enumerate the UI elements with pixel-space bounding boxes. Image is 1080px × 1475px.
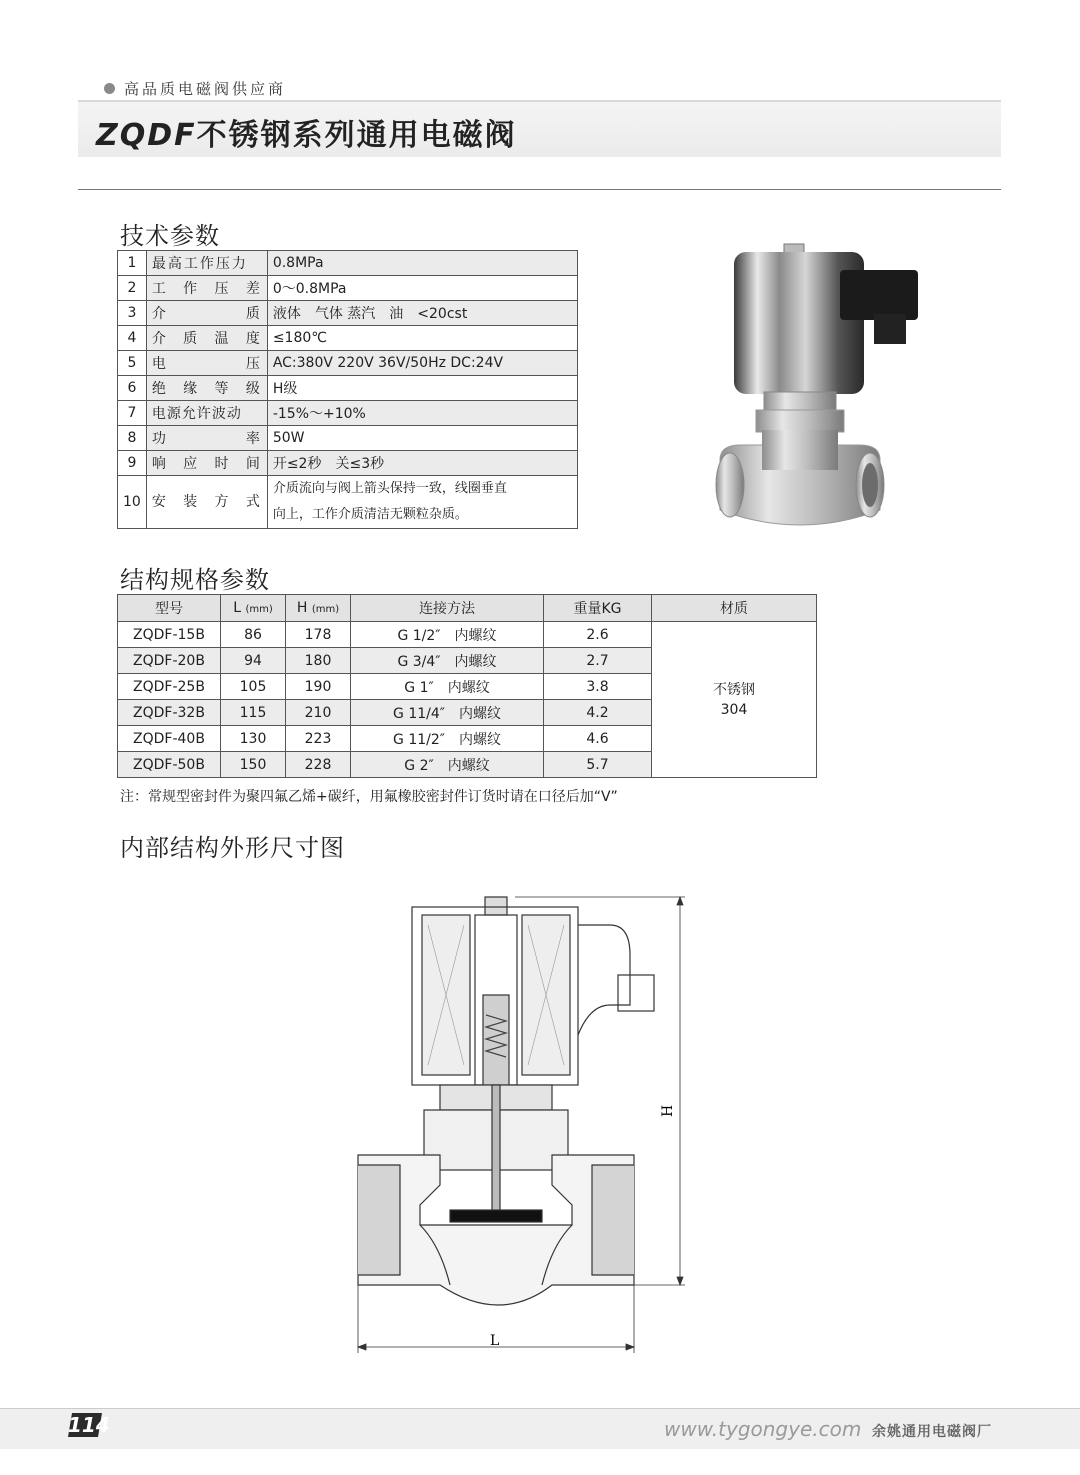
param-name: 介 质 bbox=[146, 301, 267, 326]
col-model: 型号 bbox=[118, 595, 221, 622]
table-row bbox=[118, 426, 578, 451]
param-name: 电 压 bbox=[146, 351, 267, 376]
bullet-dot-icon bbox=[104, 83, 115, 94]
param-value: AC:380V 220V 36V/50Hz DC:24V bbox=[267, 351, 577, 376]
param-value: 介质流向与阀上箭头保持一致，线圈垂直 向上，工作介质清洁无颗粒杂质。 bbox=[267, 476, 577, 529]
row-number: 4 bbox=[118, 326, 147, 351]
param-value: 0～0.8MPa bbox=[267, 276, 577, 301]
material-cell: 不锈钢 304 bbox=[652, 622, 817, 778]
footer-company: 余姚通用电磁阀厂 bbox=[872, 1424, 992, 1440]
param-value: ≤180℃ bbox=[267, 326, 577, 351]
table-row bbox=[118, 476, 578, 529]
row-number: 5 bbox=[118, 351, 147, 376]
title-name: 不锈钢系列通用电磁阀 bbox=[196, 118, 517, 153]
spec-heading: 结构规格参数 bbox=[120, 566, 270, 594]
tech-heading: 技术参数 bbox=[120, 222, 220, 250]
title-model: ZQDF bbox=[96, 118, 197, 153]
row-number: 3 bbox=[118, 301, 147, 326]
table-row bbox=[118, 351, 578, 376]
param-value: 液体 气体 蒸汽 油 <20cst bbox=[267, 301, 577, 326]
table-row bbox=[118, 276, 578, 301]
param-name: 电源允许波动 bbox=[146, 401, 267, 426]
col-L: L (mm) bbox=[221, 595, 286, 622]
table-row: ZQDF-50B 150 228 G 2″ 内螺纹 5.7 bbox=[118, 752, 817, 778]
table-row: ZQDF-25B 105 190 G 1″ 内螺纹 3.8 bbox=[118, 674, 817, 700]
table-row bbox=[118, 326, 578, 351]
supplier-tagline: 高品质电磁阀供应商 bbox=[104, 78, 286, 99]
table-row bbox=[118, 376, 578, 401]
param-name: 最高工作压力 bbox=[146, 251, 267, 276]
table-row bbox=[118, 301, 578, 326]
param-name: 绝 缘 等 级 bbox=[146, 376, 267, 401]
row-number: 8 bbox=[118, 426, 147, 451]
param-name: 介 质 温 度 bbox=[146, 326, 267, 351]
table-row bbox=[118, 401, 578, 426]
row-number: 6 bbox=[118, 376, 147, 401]
col-connection: 连接方法 bbox=[351, 595, 544, 622]
footer-website[interactable]: www.tygongye.com bbox=[664, 1417, 862, 1441]
row-number: 2 bbox=[118, 276, 147, 301]
table-row: ZQDF-15B 86 178 G 1/2″ 内螺纹 2.6 不锈钢 304 bbox=[118, 622, 817, 648]
table-row: ZQDF-20B 94 180 G 3/4″ 内螺纹 2.7 bbox=[118, 648, 817, 674]
param-name: 功 率 bbox=[146, 426, 267, 451]
row-number: 9 bbox=[118, 451, 147, 476]
param-value: H级 bbox=[267, 376, 577, 401]
header-divider bbox=[78, 189, 1001, 190]
spec-table bbox=[117, 594, 817, 778]
dim-H-label: H bbox=[660, 1104, 676, 1117]
param-value: 50W bbox=[267, 426, 577, 451]
col-material: 材质 bbox=[652, 595, 817, 622]
page-number: 114 bbox=[68, 1413, 110, 1437]
table-row bbox=[118, 251, 578, 276]
row-number: 10 bbox=[118, 476, 147, 529]
param-value: 0.8MPa bbox=[267, 251, 577, 276]
param-name: 响 应 时 间 bbox=[146, 451, 267, 476]
table-header-row bbox=[118, 595, 817, 622]
valve-photo bbox=[700, 240, 930, 540]
footnote: 注：常规型密封件为聚四氟乙烯+碳纤，用氟橡胶密封件订货时请在口径后加“V” bbox=[120, 789, 618, 805]
col-weight: 重量KG bbox=[544, 595, 652, 622]
table-row bbox=[118, 451, 578, 476]
row-number: 7 bbox=[118, 401, 147, 426]
page-title bbox=[96, 110, 517, 154]
tech-table bbox=[117, 250, 578, 529]
drawing-heading: 内部结构外形尺寸图 bbox=[120, 834, 345, 862]
param-name: 工 作 压 差 bbox=[146, 276, 267, 301]
row-number: 1 bbox=[118, 251, 147, 276]
param-name: 安 装 方 式 bbox=[146, 476, 267, 529]
param-value: 开≤2秒 关≤3秒 bbox=[267, 451, 577, 476]
param-value: -15%～+10% bbox=[267, 401, 577, 426]
table-row: ZQDF-32B 115 210 G 11/4″ 内螺纹 4.2 bbox=[118, 700, 817, 726]
cross-section-drawing bbox=[340, 885, 700, 1360]
col-H: H (mm) bbox=[286, 595, 351, 622]
dim-L-label: L bbox=[490, 1333, 500, 1349]
table-row: ZQDF-40B 130 223 G 11/2″ 内螺纹 4.6 bbox=[118, 726, 817, 752]
